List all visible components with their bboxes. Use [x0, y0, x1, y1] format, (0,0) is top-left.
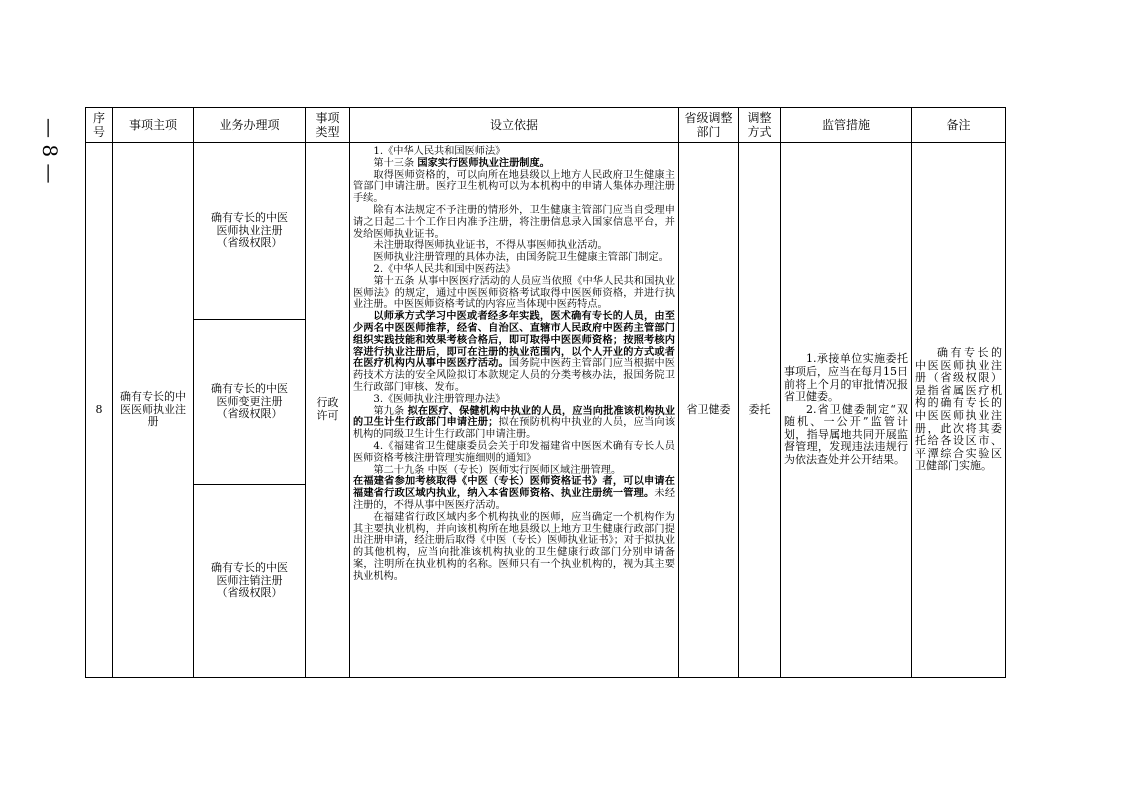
cell-remark: [912, 143, 1006, 678]
header-type: 事项类型: [306, 108, 350, 143]
basis-line: [353, 158, 675, 170]
remark-text: 确有专长的中医医师执业注册（省级权限）是指省属医疗机构的确有专长的中医医师执业注册，此次将其委托给各设区市、平潭综合实验区卫健部门实施。: [915, 346, 1002, 473]
basis-line: 4.《福建省卫生健康委员会关于印发福建省中医医术确有专长人员医师资格考核注册管理实施细则的通知》: [353, 440, 675, 464]
header-measures: 监管措施: [781, 108, 912, 143]
page-number: — 8 —: [38, 118, 62, 184]
basis-line: 医师执业注册管理的具体办法，由国务院卫生健康主管部门制定。: [373, 252, 669, 264]
basis-text: 第十三条: [373, 157, 415, 169]
header-sub-item: 业务办理项: [194, 108, 306, 143]
basis-bold-text: 国家实行医师执业注册制度。: [417, 156, 550, 169]
basis-line: 第十五条 从事中医医疗活动的人员应当依照《中华人民共和国执业医师法》的规定，通过中医医师资格考试取得中医医师资格，并进行执业注册。中医医师资格考试的内容应当体现中医药特点。: [353, 275, 675, 311]
item-table: [85, 107, 1006, 678]
basis-bold-text: 在福建省参加考核取得《中医（专长）医师资格证书》者，可以申请在福建省行政区域内执业，纳入本省医师资格、执业注册统一管理。: [353, 475, 675, 500]
cell-seq: 8: [86, 143, 113, 678]
basis-line: 除有本法规定不予注册的情形外，卫生健康主管部门应当自受理申请之日起二十个工作日内准予注册，将注册信息录入国家信息平台，并发给医师执业证书。: [353, 204, 675, 240]
header-seq: 序号: [86, 108, 113, 143]
basis-line: 在福建省行政区域内多个机构执业的医师，应当确定一个机构作为其主要执业机构，并向该机构所在地县级以上地方卫生健康行政部门提出注册申请，经注册后取得《中医（专长）医师执业证书》；对于拟执业的其他机构，应当向批准该机构执业的卫生健康行政部门分别申请备案，注明所在执业机构的名称。医师只有一个执业机构的，视为其主要执业机构。: [353, 511, 675, 582]
basis-line: [353, 476, 675, 511]
cell-sub-item-1: 确有专长的中医医师执业注册（省级权限）: [194, 143, 306, 320]
basis-line: 第二十九条 中医（专长）医师实行医师区域注册管理。: [373, 464, 622, 476]
cell-sub-item-2: 确有专长的中医医师变更注册（省级权限）: [194, 320, 306, 485]
header-basis: 设立依据: [350, 108, 679, 143]
cell-sub-item-3: 确有专长的中医医师注销注册（省级权限）: [194, 485, 306, 678]
basis-line: 1.《中华人民共和国医师法》: [373, 146, 506, 157]
basis-text: 未经注册的，不得从事中医医疗活动。: [353, 488, 676, 511]
header-main-item: 事项主项: [113, 108, 194, 143]
cell-type: 行政许可: [306, 143, 350, 678]
basis-line: [353, 406, 675, 441]
header-method: 调整方式: [739, 108, 781, 143]
header-dept: 省级调整部门: [679, 108, 739, 143]
table-row: [86, 143, 1006, 320]
basis-bold-text: 以师承方式学习中医或者经多年实践，医术确有专长的人员，由至少两名中医医师推荐，经省、自治区、直辖市人民政府中医药主管部门组织实践技能和效果考核合格后，即可取得中医医师资格；按照考核内容进行执业注册后，即可在注册的执业范围内，以个人开业的方式或者在医疗机构内从事中医医疗活动。: [353, 310, 675, 370]
cell-method: 委托: [739, 143, 781, 678]
measure-item: 2.省卫健委制定“双随机、一公开”监管计划，指导属地共同开展监督管理，发现违法违规行为依法查处并公开结果。: [784, 402, 908, 467]
cell-basis: [350, 143, 679, 678]
header-remark: 备注: [912, 108, 1006, 143]
cell-measures: [781, 143, 912, 678]
basis-line: 未注册取得医师执业证书，不得从事医师执业活动。: [373, 240, 608, 252]
basis-text: 第九条: [373, 405, 405, 417]
cell-dept: 省卫健委: [679, 143, 739, 678]
basis-line: 2.《中华人民共和国中医药法》: [373, 263, 516, 275]
basis-line: [353, 311, 675, 394]
basis-text: 国务院中医药主管部门应当根据中医药技术方法的安全风险拟订本款规定人员的分类考核办法，报国务院卫生行政部门审核、发布。: [353, 358, 675, 393]
cell-main-item: 确有专长的中医医师执业注册: [113, 143, 194, 678]
basis-line: 取得医师资格的，可以向所在地县级以上地方人民政府卫生健康主管部门申请注册。医疗卫生机构可以为本机构中的申请人集体办理注册手续。: [353, 169, 675, 205]
header-row: [86, 108, 1006, 143]
measure-item: 1.承接单位实施委托事项后，应当在每月15日前将上个月的审批情况报省卫健委。: [784, 352, 908, 404]
basis-text: 拟在预防机构中执业的人员，应当向该机构的同级卫生计生行政部门申请注册。: [353, 417, 676, 441]
basis-line: 3.《医师执业注册管理办法》: [373, 393, 506, 405]
basis-bold-text: 拟在医疗、保健机构中执业的人员，应当向批准该机构执业的卫生计生行政部门申请注册；: [353, 404, 676, 429]
